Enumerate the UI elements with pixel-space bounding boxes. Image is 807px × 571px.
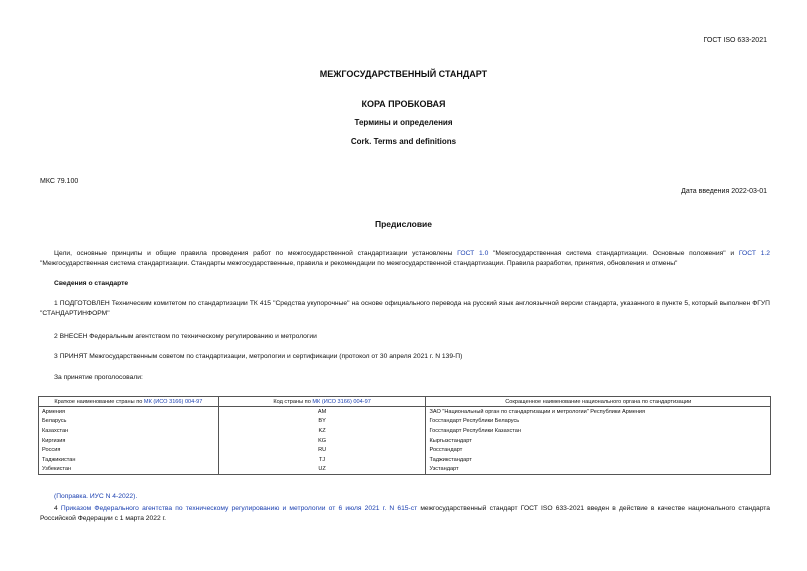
table-row <box>39 417 771 427</box>
mk-iso-3166-link[interactable]: МК (ИСО 3166) 004-97 <box>143 398 203 405</box>
country-code: UZ <box>218 465 426 475</box>
table-header-row <box>39 397 771 407</box>
country-name: Беларусь <box>39 417 219 427</box>
header-country-name <box>39 397 219 407</box>
country-code: KZ <box>218 426 426 436</box>
country-code: BY <box>218 417 426 427</box>
country-name: Узбекистан <box>39 465 219 475</box>
subtitle-english: Cork. Terms and definitions <box>350 137 457 146</box>
document-title: КОРА ПРОБКОВАЯ <box>361 99 446 109</box>
item-1-prepared: 1 ПОДГОТОВЛЕН Техническим комитетом по стандартизации ТК 415 "Средства укупорочные" на основе официального перевода на русский язык англоязычной версии стандарта, указанного в пункте 5, который выполнен ФГУП "СТАНДАРТИНФОРМ" <box>40 300 770 317</box>
item-3-adopted: 3 ПРИНЯТ Межгосударственным советом по стандартизации, метрологии и сертификации (протокол от 30 апреля 2021 г. N 139-П) <box>54 353 463 360</box>
national-body: Узстандарт <box>426 465 771 475</box>
order-link[interactable]: Приказом Федерального агентства по техническому регулированию и метрологии от 6 июля 2021 г. N 615-ст <box>60 505 418 512</box>
national-body: ЗАО "Национальный орган по стандартизации и метрологии" Республики Армения <box>426 407 771 417</box>
table-row <box>39 436 771 446</box>
national-body: Кыргызстандарт <box>426 436 771 446</box>
gost-1-2-link[interactable]: ГОСТ 1.2 <box>738 250 770 257</box>
header-national-body: Сокращенное наименование национального органа по стандартизации <box>426 397 771 407</box>
mks-code: МКС 79.100 <box>40 178 79 185</box>
country-name: Армения <box>39 407 219 417</box>
country-name: Россия <box>39 445 219 455</box>
item-4-text: межгосударственный стандарт ГОСТ ISO 633-2021 введен в действие в качестве национального стандарта Российской Федерации с 1 марта 2022 г. <box>40 505 771 522</box>
item-4-enacted <box>40 504 770 524</box>
preface-heading: Предисловие <box>374 219 433 229</box>
header-country-code <box>218 397 426 407</box>
header-country-text: Краткое наименование страны по <box>54 398 144 405</box>
intro-text-2: "Межгосударственная система стандартизации. Основные положения" и <box>488 250 739 257</box>
member-states-table <box>38 396 771 475</box>
country-code: AM <box>218 407 426 417</box>
amendment-link[interactable]: (Поправка. ИУС N 4-2022). <box>54 493 138 500</box>
national-body: Госстандарт Республики Беларусь <box>426 417 771 427</box>
mk-iso-3166-link[interactable]: МК (ИСО 3166) 004-97 <box>312 398 371 405</box>
table-row <box>39 426 771 436</box>
table-row <box>39 407 771 417</box>
intro-text-1: Цели, основные принципы и общие правила проведения работ по межгосударственной стандартизации установлены <box>54 250 458 257</box>
header-code-text: Код страны по <box>273 398 313 405</box>
introduction-date: Дата введения 2022-03-01 <box>681 188 767 195</box>
standard-type: МЕЖГОСУДАРСТВЕННЫЙ СТАНДАРТ <box>319 69 488 79</box>
country-name: Таджикистан <box>39 455 219 465</box>
table-row <box>39 455 771 465</box>
country-name: Казахстан <box>39 426 219 436</box>
table-row <box>39 465 771 475</box>
voted-label: За принятие проголосовали: <box>54 374 143 381</box>
subtitle-russian: Термины и определения <box>354 118 453 127</box>
item-2-submitted: 2 ВНЕСЕН Федеральным агентством по техническому регулированию и метрологии <box>54 333 317 340</box>
gost-1-0-link[interactable]: ГОСТ 1.0 <box>457 250 489 257</box>
table-row <box>39 445 771 455</box>
national-body: Госстандарт Республики Казахстан <box>426 426 771 436</box>
standard-info-heading: Сведения о стандарте <box>54 280 129 287</box>
country-name: Киргизия <box>39 436 219 446</box>
national-body: Таджикстандарт <box>426 455 771 465</box>
country-code: RU <box>218 445 426 455</box>
preface-intro-paragraph <box>40 249 770 269</box>
country-code: TJ <box>218 455 426 465</box>
item-4-number: 4 <box>54 505 61 512</box>
country-code: KG <box>218 436 426 446</box>
document-code: ГОСТ ISO 633-2021 <box>703 37 767 44</box>
intro-text-3: "Межгосударственная система стандартизации. Стандарты межгосударственные, правила и рекомендации по межгосударственной стандартизации. Правила разработки, принятия, обновления и отмены" <box>40 260 678 267</box>
national-body: Росстандарт <box>426 445 771 455</box>
